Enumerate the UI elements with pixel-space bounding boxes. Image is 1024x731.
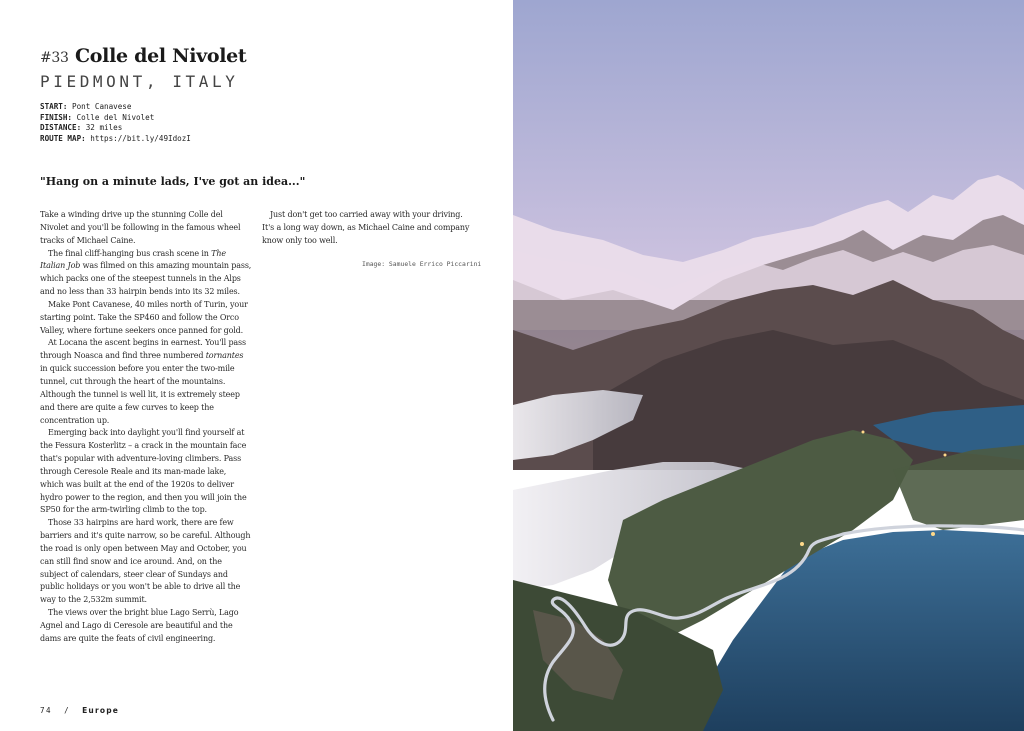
image-credit: Image: Samuele Errico Piccarini <box>362 260 482 268</box>
route-facts <box>40 102 191 144</box>
footer-separator: / <box>64 706 71 715</box>
fact-distance: DISTANCE: 32 miles <box>40 123 123 132</box>
body-paragraph: At Locana the ascent begins in earnest. You'll pass through Noasca and find three numbered tornantes in quick succession before you enter the two-mile tunnel, cut through the heart of the mountains. Although the tunnel is well lit, it is extremely steep and there are quite a few curves to keep the concentration up. <box>40 338 246 425</box>
body-paragraph: Those 33 hairpins are hard work, there are few barriers and it's quite narrow, so be careful. Although the road is only open between May and October, you can still find snow and ice around. And, on the subject of calendars, steer clear of Sundays and public holidays or you won't be able to drive all the way to the 2,532m summit. <box>40 518 251 605</box>
page-footer <box>40 706 119 715</box>
body-paragraph: Make Pont Cavanese, 40 miles north of Turin, your starting point. Take the SP460 and follow the Orco Valley, where fortune seekers once panned for gold. <box>40 299 248 335</box>
article-location: PIEDMONT, ITALY <box>40 72 239 91</box>
photo-canvas <box>513 0 1024 731</box>
body-column-2 <box>262 209 477 248</box>
route-name: Colle del Nivolet <box>74 45 247 67</box>
fact-start: START: Pont Canavese <box>40 102 132 111</box>
body-paragraph: The final cliff-hanging bus crash scene in The Italian Job was filmed on this amazing mountain pass, which packs one of the steepest tunnels in the Alps and no less than 33 hairpin bends into its 32 miles. <box>40 248 252 297</box>
body-paragraph: Take a winding drive up the stunning Colle del Nivolet and you'll be following in the famous wheel tracks of Michael Caine. <box>40 210 241 245</box>
body-paragraph: Emerging back into daylight you'll find yourself at the Fessura Kosterlitz – a crack in the mountain face that's popular with adventure-loving climbers. Pass through Ceresole Reale and its man-made lake, which was built at the end of the 1920s to deliver hydro power to the region, and then you will join the SP50 for the arm-twirling climb to the top. <box>40 428 247 515</box>
section-name: Europe <box>82 706 120 715</box>
body-paragraph: The views over the bright blue Lago Serrù, Lago Agnel and Lago di Ceresole are beautiful and the dams are quite the feats of civil engineering. <box>40 608 239 643</box>
fact-route-map: ROUTE MAP: https://bit.ly/49IdozI <box>40 133 191 143</box>
fact-finish: FINISH: Colle del Nivolet <box>40 112 155 122</box>
pull-quote: "Hang on a minute lads, I've got an idea..." <box>40 175 306 188</box>
route-number: #33 <box>40 50 69 66</box>
article-title <box>40 45 246 67</box>
body-paragraph: Just don't get too carried away with your driving. It's a long way down, as Michael Caine and company know only too well. <box>262 210 470 245</box>
body-column-1 <box>40 209 252 646</box>
route-map-link[interactable]: https://bit.ly/49IdozI <box>90 133 191 143</box>
page-number: 74 <box>40 706 53 715</box>
mountain-pass-photo <box>513 0 1024 731</box>
